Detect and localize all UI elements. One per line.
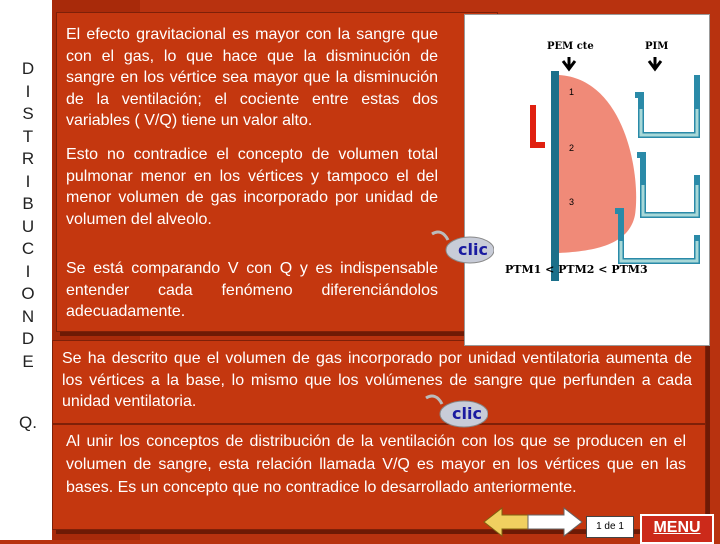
distribucion-letter: R <box>21 149 35 168</box>
vertical-title-distribucion <box>18 58 38 328</box>
paragraph-gravitational-effect: El efecto gravitacional es mayor con la sangre que con el gas, lo que hace que la disminución de sangre en los vértice sea mayor que la disminución de la ventilación; el cociente entre estas dos variables ( V/Q) tiene un valor alto. <box>66 26 438 129</box>
ptm-caption: PTM1 < PTM2 < PTM3 <box>505 263 648 276</box>
distribucion-letter: I <box>25 261 31 281</box>
distribucion-letter: N <box>21 306 35 326</box>
lung-shape <box>559 75 636 253</box>
vertical-title-de <box>18 328 38 373</box>
paragraph-no-contradiction: Esto no contradice el concepto de volumen total pulmonar menor en los vértices y tampoco el del menor volumen de gas incorporado por unidad de volumen del alveolo. <box>66 146 438 228</box>
distribucion-letter: I <box>25 81 31 101</box>
clic-label: clic <box>458 240 488 259</box>
manometer-fluid-1 <box>641 109 697 135</box>
distribucion-letter: I <box>25 171 31 191</box>
de-letter: D <box>21 329 35 348</box>
distribucion-letter: B <box>22 194 34 213</box>
pem-label: PEM cte <box>547 41 594 52</box>
forward-arrow-icon[interactable] <box>528 508 582 536</box>
distribucion-letter: C <box>21 239 35 258</box>
paragraph-vq-relation: Al unir los conceptos de distribución de la ventilación con los que se producen en el volumen de sangre, esta relación llamada V/Q es mayor en los vértices que en las bases. Es un concepto que no contradice lo desarrollado anteriormente. <box>66 433 686 496</box>
vertical-title-q: Q. <box>19 413 37 432</box>
manometer-fluid-2 <box>643 185 697 215</box>
cursor-trail-icon <box>426 396 442 404</box>
clic-button-top[interactable] <box>430 228 494 264</box>
level-marker <box>533 105 545 145</box>
clic-label: clic <box>452 404 482 423</box>
pim-label: PIM <box>645 41 669 52</box>
level-1-label: 1 <box>569 87 575 97</box>
paragraph-gas-volume: Se ha descrito que el volumen de gas incorporado por unidad ventilatoria aumenta de los vértices a la base, lo mismo que los volúmenes de sangre que perfunden a cada unidad ventilatoria. <box>62 350 692 410</box>
lung-diagram-svg <box>465 15 709 345</box>
arrow-down-icon <box>649 57 661 69</box>
paragraph-comparing-v-q: Se está comparando V con Q y es indispensable entender cada fenómeno diferenciándolos adecuadamente. <box>66 260 438 320</box>
manometer-tube-2 <box>637 155 697 215</box>
level-2-label: 2 <box>569 143 575 153</box>
distribucion-letter: S <box>22 104 34 123</box>
page-indicator: 1 de 1 <box>586 516 634 538</box>
lung-pressure-diagram <box>464 14 710 346</box>
distribucion-letter: O <box>21 284 35 303</box>
manometer-tube-1 <box>635 75 697 135</box>
menu-button[interactable]: MENU <box>640 514 714 544</box>
cursor-trail-icon <box>432 232 448 240</box>
level-3-label: 3 <box>569 197 575 207</box>
distribucion-letter: D <box>21 59 35 78</box>
lung-wall <box>551 71 559 281</box>
de-letter: E <box>22 351 34 371</box>
clic-button-middle[interactable] <box>424 392 488 428</box>
distribucion-letter: T <box>22 126 34 146</box>
arrow-down-icon <box>563 57 575 69</box>
distribucion-letter: U <box>21 216 35 236</box>
